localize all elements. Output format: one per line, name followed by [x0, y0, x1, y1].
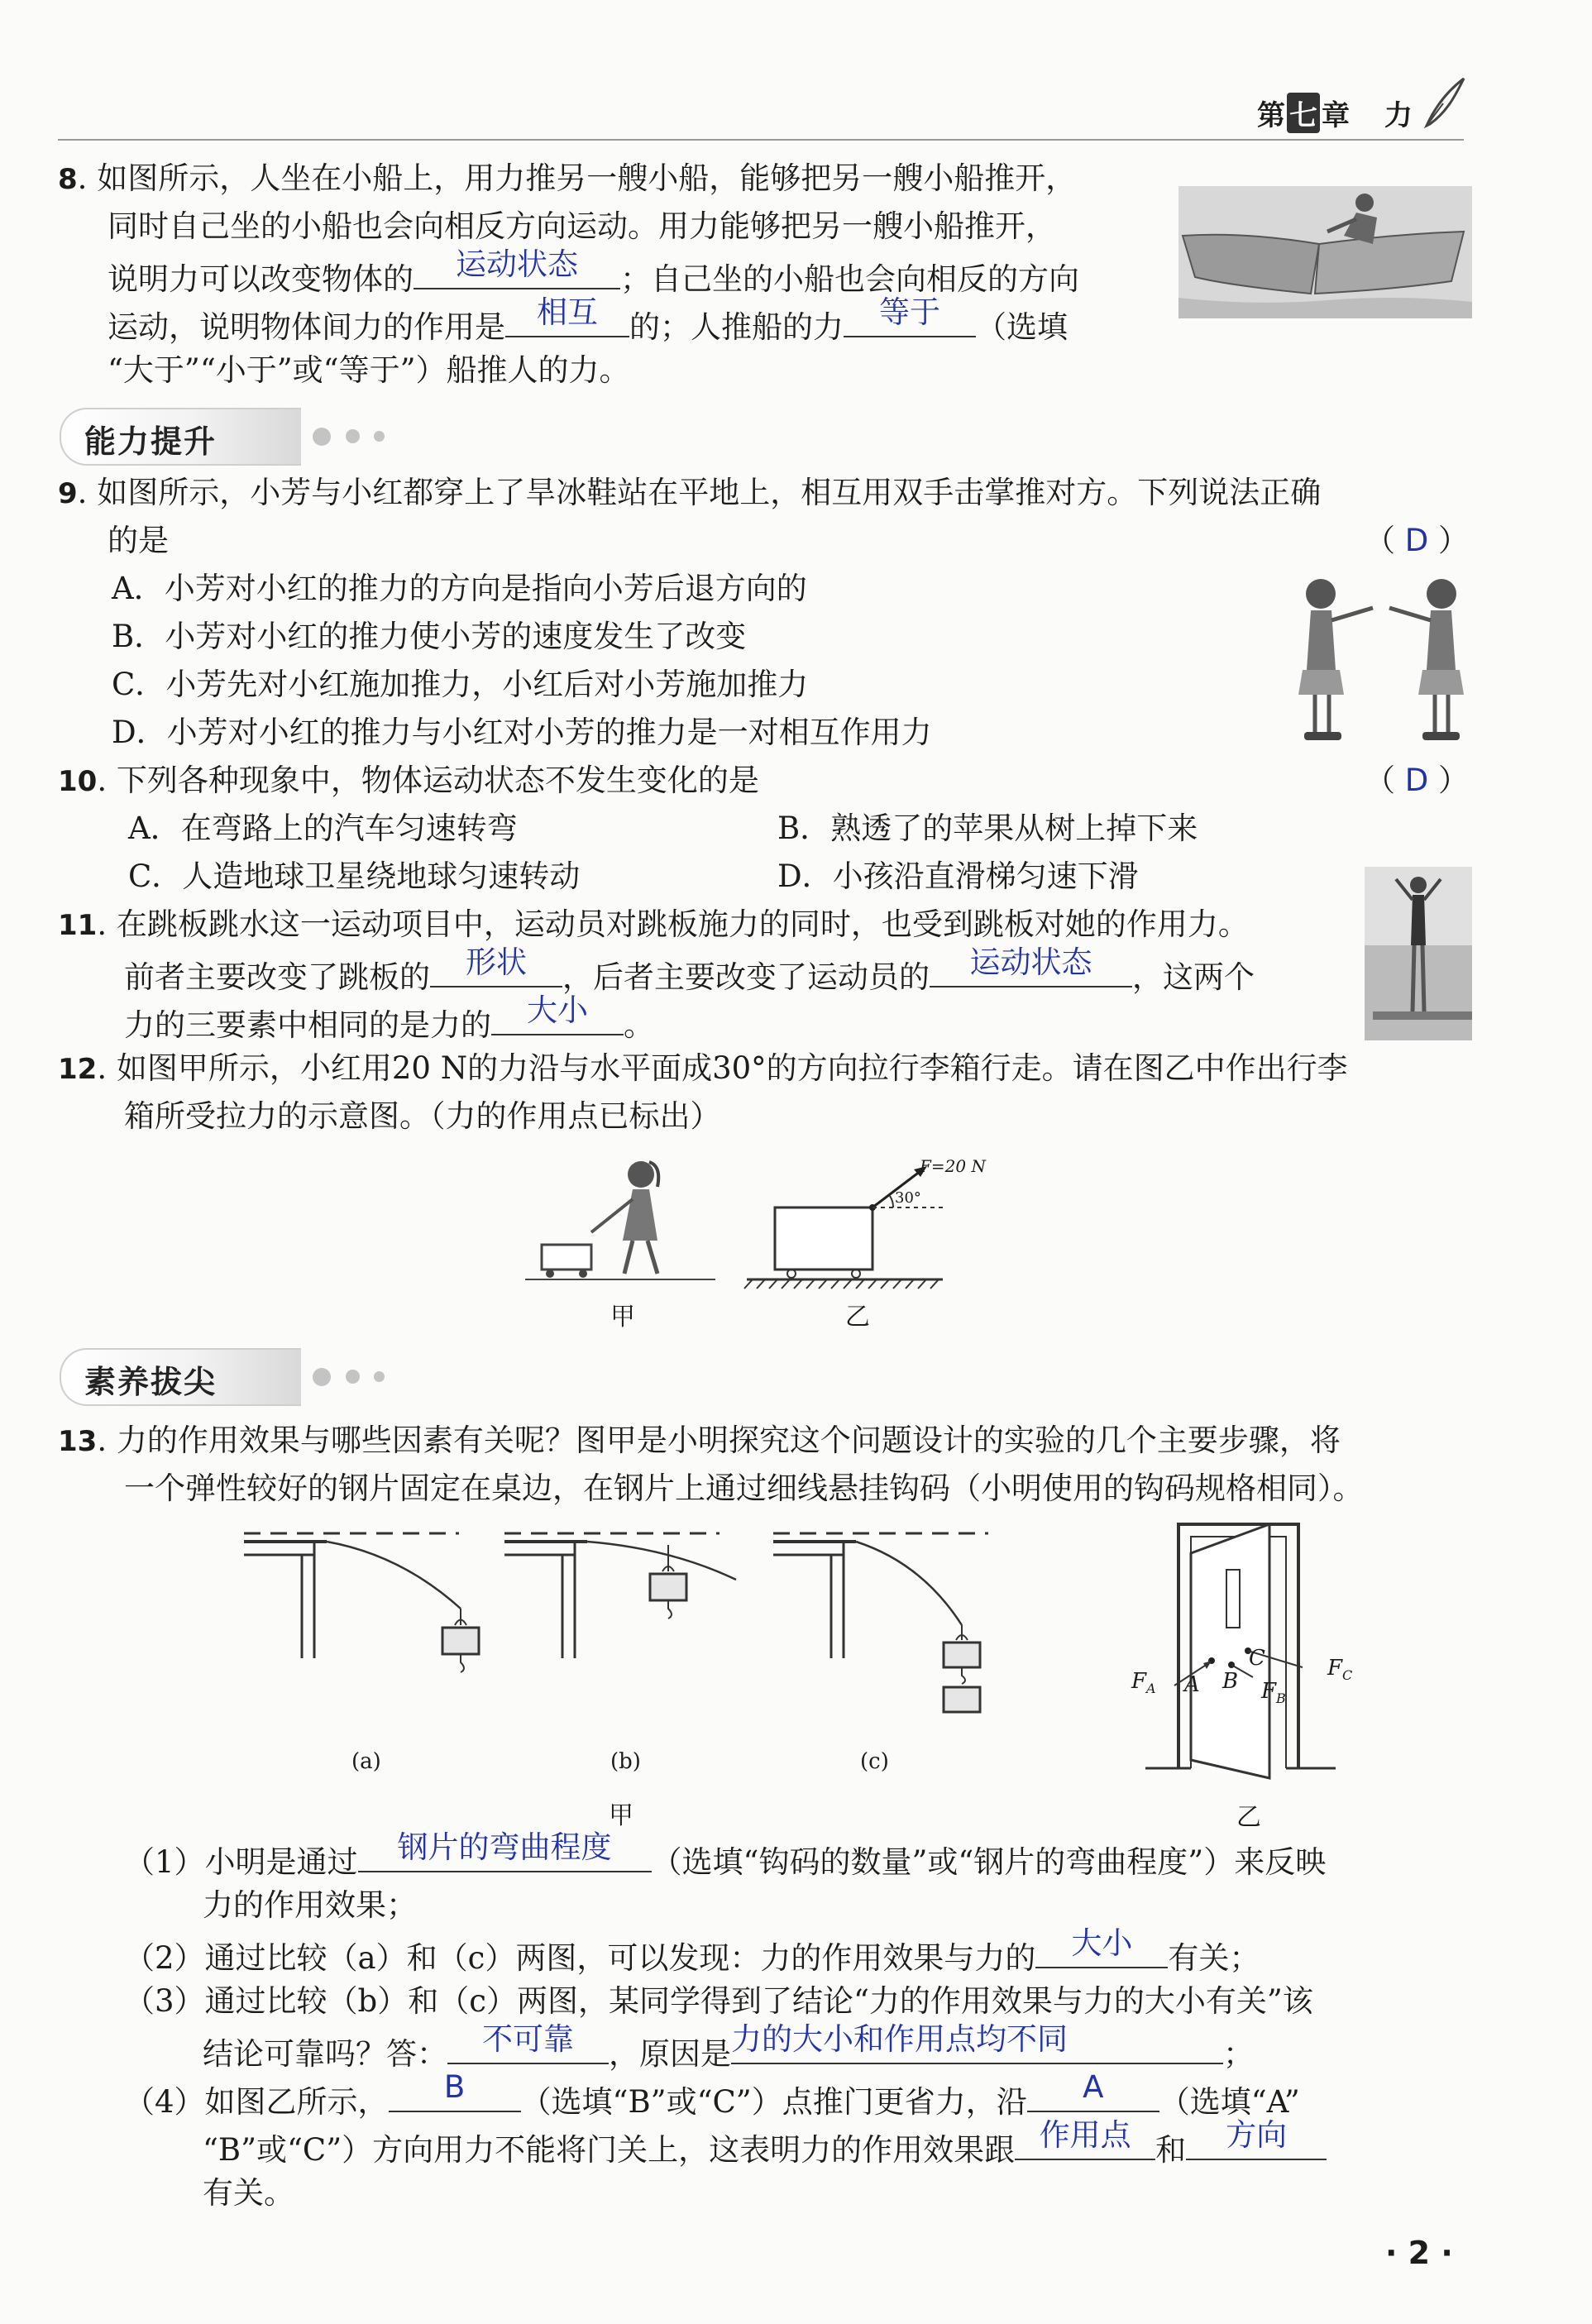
- q13-p1-answer: 钢片的弯曲程度: [397, 1829, 612, 1865]
- banner-dot: [374, 431, 385, 442]
- chapter-title: 力: [1384, 99, 1413, 132]
- door-label-fb-main: F: [1261, 1679, 1277, 1704]
- q13-p2-text-b: 有关；: [1168, 1940, 1260, 1976]
- q13-line2: 一个弹性较好的钢片固定在桌边，在钢片上通过细线悬挂钩码（小明使用的钩码规格相同）。: [124, 1470, 1364, 1506]
- boat-figure: [1178, 186, 1472, 318]
- q11-blank3[interactable]: [491, 992, 624, 1035]
- q8-answer2: 相互: [537, 294, 598, 330]
- q10-answer: D: [1404, 763, 1429, 798]
- q8-line1: [58, 159, 1076, 199]
- q9-answer-paren[interactable]: （ D ）: [1365, 523, 1470, 558]
- q8-line5: “大于”“小于”或“等于”）船推人的力。: [108, 352, 630, 388]
- q9-number: 9: [58, 477, 78, 510]
- q9-option-d: D．小芳对小红的推力与小红对小芳的推力是一对相互作用力: [112, 715, 932, 750]
- banner-dot: [313, 1368, 331, 1386]
- q13-p4-line2: [203, 2117, 1327, 2170]
- q8-blank2[interactable]: [505, 294, 629, 337]
- q13-p1-text-b: （选填“钩码的数量”或“钢片的弯曲程度”）来反映: [651, 1844, 1327, 1880]
- q8-text3a: 说明力可以改变物体的: [108, 261, 414, 297]
- q10-stem: . 下列各种现象中，物体运动状态不发生变化的是: [97, 763, 759, 798]
- q8-line2: 同时自己坐的小船也会向相反方向运动。用力能够把另一艘小船推开，: [108, 208, 1056, 244]
- q13-p4-answer4: 方向: [1226, 2117, 1288, 2153]
- q13-p1-line1: [124, 1829, 1327, 1882]
- door-label-fa: [1131, 1669, 1156, 1696]
- q11-text2a: 前者主要改变了跳板的: [124, 959, 430, 995]
- q8-answer3: 等于: [879, 294, 940, 330]
- chapter-number: 七: [1289, 99, 1317, 132]
- q11-text3a: 力的三要素中相同的是力的: [124, 1007, 491, 1043]
- q12-line1: [58, 1049, 1348, 1089]
- q8-text1: . 如图所示，人坐在小船上，用力推另一艘小船，能够把另一艘小船推开，: [77, 160, 1077, 196]
- q13-figure-a: [244, 1522, 492, 1704]
- q13-p4-blank3[interactable]: [1015, 2117, 1155, 2160]
- q9-text1: . 如图所示，小芳与小红都穿上了旱冰鞋站在平地上，相互用双手击掌推对方。下列说法正确: [77, 475, 1322, 510]
- q12-angle-label: 30°: [895, 1189, 921, 1207]
- q13-p3-blank2[interactable]: [731, 2021, 1223, 2064]
- q11-answer3: 大小: [527, 992, 588, 1028]
- q8-number: 8: [58, 163, 78, 196]
- q13-p4-line3: 有关。: [203, 2175, 294, 2211]
- q9-option-a: A．小芳对小红的推力的方向是指向小芳后退方向的: [112, 571, 807, 606]
- skaters-figure: [1286, 571, 1476, 748]
- q11-text2b: ，后者主要改变了运动员的: [562, 959, 930, 995]
- q11-blank1[interactable]: [430, 944, 562, 987]
- q13-p4-blank1[interactable]: [389, 2069, 521, 2112]
- header-rule: [58, 139, 1464, 141]
- q13-p3-text-d: ；: [1223, 2036, 1254, 2072]
- q13-p4-text-c: （选填“A”: [1159, 2084, 1300, 2120]
- q8-text4b: 的；人推船的力: [629, 309, 844, 345]
- q8-blank3[interactable]: [844, 294, 976, 337]
- door-label-fc: [1327, 1656, 1352, 1683]
- q11-text1: . 在跳板跳水这一运动项目中，运动员对跳板施力的同时，也受到跳板对她的作用力。: [97, 906, 1249, 942]
- banner-dot: [313, 428, 331, 446]
- chapter-header: [1257, 93, 1413, 133]
- q13-number: 13: [58, 1425, 98, 1458]
- q9-answer: D: [1404, 523, 1429, 558]
- banner-dot: [346, 429, 360, 443]
- q11-text2c: ，这两个: [1132, 959, 1255, 995]
- chapter-suffix: 章: [1322, 99, 1350, 132]
- q13-p3-blank1[interactable]: [447, 2021, 609, 2064]
- q12-force-label: F=20 N: [920, 1156, 986, 1176]
- q13-figure-c: [773, 1522, 1021, 1720]
- q13-fig-a-label: (a): [351, 1749, 381, 1774]
- q13-p2-text-a: （2）通过比较（a）和（c）两图，可以发现：力的作用效果与力的: [124, 1940, 1036, 1976]
- q13-text1: . 力的作用效果与哪些因素有关呢？图甲是小明探究这个问题设计的实验的几个主要步骤，将: [97, 1423, 1341, 1458]
- q13-p4-text-a: （4）如图乙所示，: [124, 2084, 389, 2120]
- q11-number: 11: [58, 909, 98, 942]
- q10-answer-paren[interactable]: （ D ）: [1365, 763, 1470, 798]
- q8-blank1[interactable]: [414, 246, 620, 289]
- q8-text3b: ；自己坐的小船也会向相反的方向: [620, 261, 1079, 297]
- q13-p1-line2: 力的作用效果；: [203, 1887, 417, 1923]
- q13-p4-text-e: 和: [1155, 2132, 1187, 2168]
- q12-text1: . 如图甲所示，小红用20 N的力沿与水平面成30°的方向拉行李箱行走。请在图乙中作出行李: [97, 1050, 1348, 1086]
- chapter-prefix: 第: [1257, 99, 1285, 132]
- q12-fig-jia-label: 甲: [610, 1303, 635, 1332]
- q13-fig-c-label: (c): [860, 1749, 889, 1774]
- q11-blank2[interactable]: [930, 944, 1132, 987]
- q9-option-c: C．小芳先对小红施加推力，小红后对小芳施加推力: [112, 667, 809, 702]
- q13-door-figure: [1129, 1520, 1402, 1793]
- q13-p2-blank[interactable]: [1035, 1925, 1168, 1968]
- q13-p3-text-c: ，原因是: [609, 2036, 731, 2072]
- q11-line1: [58, 905, 1249, 945]
- q8-line4: [108, 294, 1068, 347]
- q13-p1-blank[interactable]: [358, 1829, 652, 1872]
- q13-p2-answer: 大小: [1071, 1925, 1133, 1961]
- banner-dot: [346, 1370, 360, 1384]
- q10-option-c: C．人造地球卫星绕地球匀速转动: [128, 858, 581, 894]
- q10-number: 10: [58, 765, 98, 798]
- door-label-fa-sub: A: [1146, 1681, 1156, 1697]
- q13-fig-yi-label: 乙: [1236, 1803, 1261, 1832]
- q13-p4-answer1: B: [443, 2069, 466, 2105]
- q10-option-a: A．在弯路上的汽车匀速转弯: [128, 811, 518, 846]
- q11-line2: [124, 944, 1255, 997]
- q11-line3: [124, 992, 654, 1045]
- q11-text3b: 。: [624, 1007, 654, 1043]
- diver-figure: [1365, 867, 1472, 1040]
- q8-text4a: 运动，说明物体间力的作用是: [108, 309, 505, 345]
- section-banner-literacy: [60, 1348, 301, 1406]
- section-banner-ability: [60, 408, 301, 466]
- q13-p1-text-a: （1）小明是通过: [124, 1844, 358, 1880]
- q13-fig-jia-label: 甲: [609, 1801, 633, 1830]
- door-label-fc-main: F: [1327, 1656, 1343, 1681]
- q11-answer2: 运动状态: [969, 944, 1092, 980]
- q9-line2: 的是: [108, 523, 169, 558]
- q10-option-d: D．小孩沿直滑梯匀速下滑: [777, 858, 1139, 894]
- q12-fig-yi-label: 乙: [845, 1303, 870, 1332]
- q13-p4-answer2: A: [1083, 2069, 1104, 2105]
- q10-line1: [58, 761, 759, 801]
- q12-number: 12: [58, 1053, 98, 1086]
- q13-line1: [58, 1421, 1341, 1461]
- q13-p3-line1: （3）通过比较（b）和（c）两图，某同学得到了结论“力的作用效果与力的大小有关”该: [124, 1983, 1313, 2019]
- q13-p4-blank2[interactable]: [1027, 2069, 1159, 2112]
- door-label-c: C: [1249, 1646, 1265, 1671]
- q9-line1: [58, 473, 1321, 514]
- q13-p4-text-b: （选填“B”或“C”）点推门更省力，沿: [520, 2084, 1027, 2120]
- q13-p3-answer1: 不可靠: [482, 2021, 574, 2057]
- door-label-b: B: [1222, 1669, 1239, 1694]
- chapter-num-badge: [1287, 93, 1320, 133]
- door-label-fa-main: F: [1131, 1669, 1147, 1694]
- q12-figure-jia: [525, 1150, 715, 1286]
- door-label-fb: [1261, 1679, 1286, 1706]
- q13-figure-b: [504, 1522, 753, 1704]
- q13-p4-blank4[interactable]: [1186, 2117, 1327, 2160]
- section-title-ability: 能力提升: [84, 423, 218, 460]
- q13-fig-b-label: (b): [610, 1749, 641, 1774]
- q13-p4-answer3: 作用点: [1039, 2117, 1131, 2153]
- page-number: · 2 ·: [1385, 2235, 1453, 2271]
- q13-p3-text-b: 结论可靠吗？答：: [203, 2036, 447, 2072]
- q12-line2: 箱所受拉力的示意图。（力的作用点已标出）: [124, 1098, 721, 1134]
- banner-dot: [374, 1371, 385, 1382]
- q11-answer1: 形状: [466, 944, 527, 980]
- section-title-literacy: 素养拔尖: [84, 1364, 218, 1400]
- q9-option-b: B．小芳对小红的推力使小芳的速度发生了改变: [112, 619, 747, 654]
- q13-p4-text-d: “B”或“C”）方向用力不能将门关上，这表明力的作用效果跟: [203, 2132, 1016, 2168]
- q8-answer1: 运动状态: [456, 246, 578, 282]
- q8-text4c: （选填: [976, 309, 1068, 345]
- q13-p2-line: [124, 1925, 1260, 1978]
- door-label-fb-sub: B: [1276, 1690, 1286, 1707]
- feather-icon: [1418, 74, 1468, 132]
- door-label-fc-sub: C: [1342, 1667, 1353, 1684]
- q10-option-b: B．熟透了的苹果从树上掉下来: [777, 811, 1198, 846]
- door-label-a: A: [1184, 1672, 1200, 1697]
- q13-p3-answer2: 力的大小和作用点均不同: [731, 2021, 1068, 2057]
